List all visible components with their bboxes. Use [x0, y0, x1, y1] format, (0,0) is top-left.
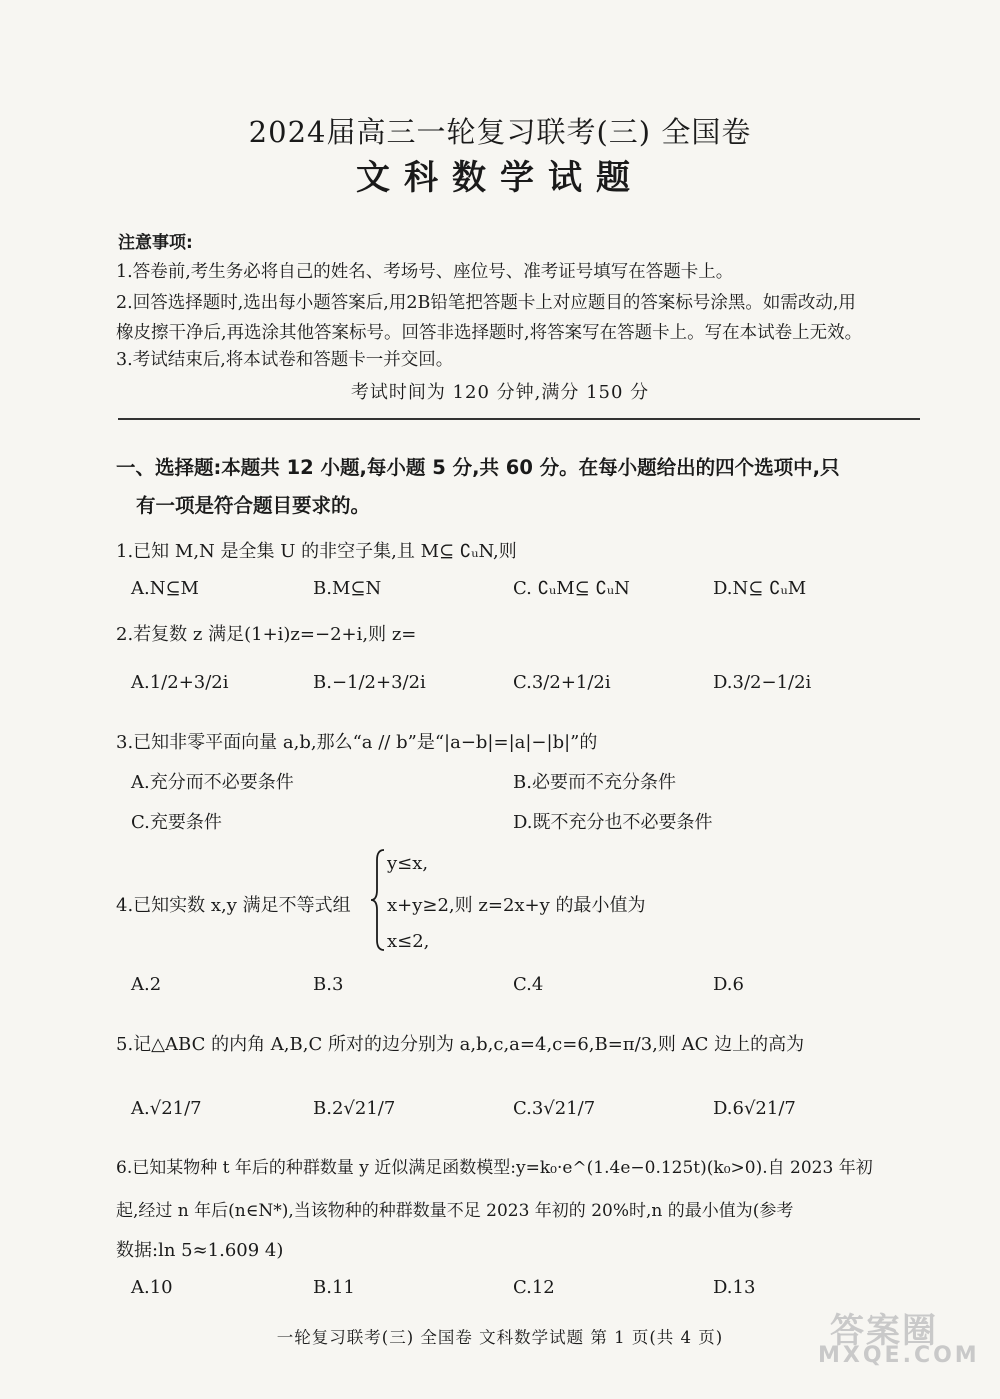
question-stem-cont: 起,经过 n 年后(n∈N*),当该物种的种群数量不足 2023 年初的 20%时,n 的最小值为(参考 [116, 1201, 794, 1221]
option-a: A.√21/7 [131, 1098, 202, 1119]
question-stem: 6.已知某物种 t 年后的种群数量 y 近似满足函数模型:y=k₀·e^(1.4e−0.125t)(k₀>0).自 2023 年初 [116, 1158, 873, 1178]
exam-title-line1: 2024届高三一轮复习联考(三) 全国卷 [248, 115, 752, 149]
option-d: D.6√21/7 [713, 1098, 796, 1119]
question-stem: 5.记△ABC 的内角 A,B,C 所对的边分别为 a,b,c,a=4,c=6,B=π/3,则 AC 边上的高为 [116, 1034, 805, 1055]
option-a: A.N⊆M [131, 578, 199, 599]
question-stem: 3.已知非零平面向量 a,b,那么“a // b”是“|a−b|=|a|−|b|”的 [116, 732, 598, 753]
option-d: D.6 [713, 974, 744, 995]
notice-item: 3.考试结束后,将本试卷和答题卡一并交回。 [116, 350, 454, 370]
system-line: x≤2, [387, 931, 430, 952]
section-heading-cont: 有一项是符合题目要求的。 [136, 494, 371, 517]
option-c: C.充要条件 [131, 812, 222, 833]
watermark-url: MXQE.COM [818, 1343, 980, 1368]
system-line: y≤x, [387, 853, 429, 874]
option-c: C.3√21/7 [513, 1098, 596, 1119]
divider-rule [118, 418, 920, 420]
option-a: A.充分而不必要条件 [131, 772, 294, 793]
system-line: x+y≥2,则 z=2x+y 的最小值为 [387, 895, 646, 916]
section-heading: 一、选择题:本题共 12 小题,每小题 5 分,共 60 分。在每小题给出的四个选项中,只 [116, 456, 840, 479]
option-b: B.必要而不充分条件 [513, 772, 676, 793]
question-stem: 2.若复数 z 满足(1+i)z=−2+i,则 z= [116, 624, 417, 645]
notice-heading: 注意事项: [118, 233, 193, 253]
notice-item: 1.答卷前,考生务必将自己的姓名、考场号、座位号、准考证号填写在答题卡上。 [116, 262, 734, 282]
notice-item: 橡皮擦干净后,再选涂其他答案标号。回答非选择题时,将答案写在答题卡上。写在本试卷上无效。 [116, 323, 863, 343]
option-b: B.2√21/7 [313, 1098, 396, 1119]
exam-time-note: 考试时间为 120 分钟,满分 150 分 [350, 382, 650, 403]
watermark-text: 答案圈 [830, 1311, 938, 1351]
option-a: A.1/2+3/2i [131, 672, 229, 693]
option-b: B.−1/2+3/2i [313, 672, 426, 693]
option-c: C.4 [513, 974, 544, 995]
notice-item: 2.回答选择题时,选出每小题答案后,用2B铅笔把答题卡上对应题目的答案标号涂黑。如需改动,用 [116, 293, 856, 313]
question-stem-cont: 数据:ln 5≈1.609 4) [116, 1240, 284, 1261]
question-stem: 4.已知实数 x,y 满足不等式组 [116, 895, 351, 916]
option-c: C. ∁ᵤM⊆ ∁ᵤN [513, 578, 630, 599]
option-d: D.N⊆ ∁ᵤM [713, 578, 807, 599]
brace-icon [370, 848, 386, 952]
option-c: C.12 [513, 1277, 555, 1298]
option-d: D.既不充分也不必要条件 [513, 812, 713, 833]
option-b: B.3 [313, 974, 344, 995]
option-a: A.10 [131, 1277, 173, 1298]
option-b: B.M⊆N [313, 578, 382, 599]
page-footer: 一轮复习联考(三) 全国卷 文科数学试题 第 1 页(共 4 页) [276, 1328, 724, 1347]
question-stem: 1.已知 M,N 是全集 U 的非空子集,且 M⊆ ∁ᵤN,则 [116, 541, 517, 562]
exam-title-subject: 文科数学试题 [356, 158, 644, 198]
option-a: A.2 [131, 974, 162, 995]
option-b: B.11 [313, 1277, 355, 1298]
option-c: C.3/2+1/2i [513, 672, 611, 693]
option-d: D.3/2−1/2i [713, 672, 812, 693]
watermark-logo [818, 1303, 978, 1373]
option-d: D.13 [713, 1277, 756, 1298]
